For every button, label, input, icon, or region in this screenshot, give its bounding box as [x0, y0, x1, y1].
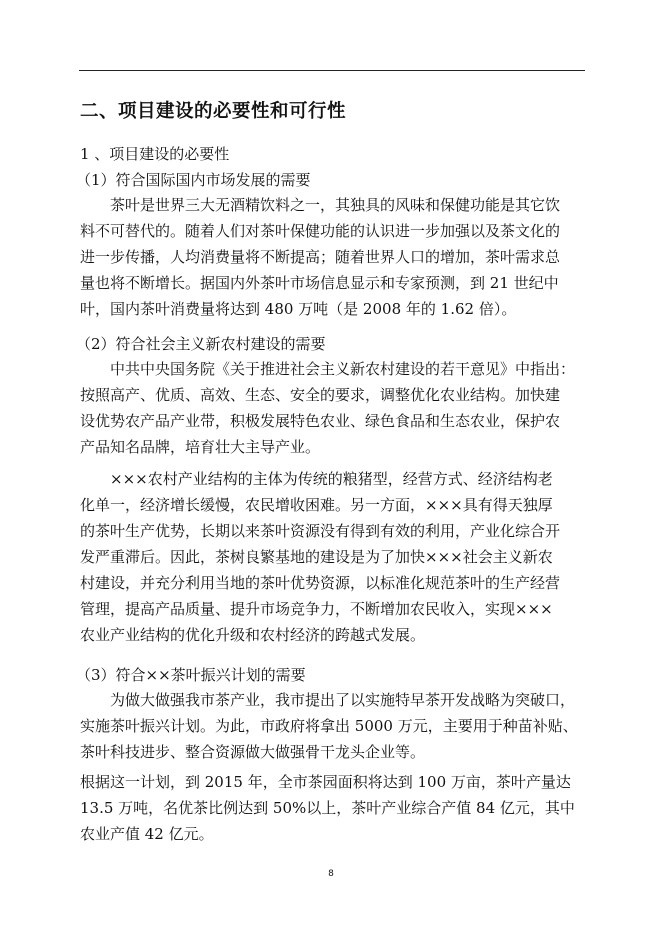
page-number: 8: [328, 869, 334, 879]
paragraph-line: 设优势农产品产业带，积极发展特色农业、绿色食品和生态农业，保护农: [80, 412, 561, 430]
paragraph-line: 中共中央国务院《关于推进社会主义新农村建设的若干意见》中指出：: [110, 360, 576, 378]
point-2-title: （2）符合社会主义新农村建设的需要: [76, 335, 326, 353]
paragraph-line: 量也将不断增长。据国内外茶叶市场信息显示和专家预测，到 21 世纪中: [80, 274, 559, 292]
paragraph-4: [80, 687, 590, 765]
paragraph-line: 村建设，并充分利用当地的茶叶优势资源，以标准化规范茶叶的生产经营: [80, 574, 561, 592]
paragraph-line: 管理，提高产品质量、提升市场竞争力，不断增加农民收入，实现×××: [80, 600, 553, 618]
paragraph-line: 农业产业结构的优化升级和农村经济的跨越式发展。: [80, 626, 426, 644]
paragraph-line: 农业产值 42 亿元。: [80, 825, 214, 843]
paragraph-line: 实施茶叶振兴计划。为此，市政府将拿出 5000 万元，主要用于种苗补贴、: [80, 717, 578, 735]
paragraph-line: 叶，国内茶叶消费量将达到 480 万吨（是 2008 年的 1.62 倍）。: [80, 300, 517, 318]
paragraph-line: 13.5 万吨，名优茶比例达到 50%以上，茶叶产业综合产值 84 亿元，其中: [80, 799, 575, 817]
point-3-title: （3）符合××茶叶振兴计划的需要: [76, 666, 306, 684]
paragraph-line: 发严重滞后。因此，茶树良繁基地的建设是为了加快×××社会主义新农: [80, 548, 553, 566]
paragraph-line: 化单一，经济增长缓慢，农民增收困难。另一方面，×××具有得天独厚: [80, 496, 553, 514]
paragraph-line: 按照高产、优质、高效、生态、安全的要求，调整优化农业结构。加快建: [80, 386, 561, 404]
paragraph-line: 的茶叶生产优势，长期以来茶叶资源没有得到有效的利用，产业化综合开: [80, 522, 561, 540]
section-heading: 二、项目建设的必要性和可行性: [80, 101, 347, 122]
point-1-title: （1）符合国际国内市场发展的需要: [76, 171, 311, 189]
paragraph-line: 产品知名品牌，培育壮大主导产业。: [80, 438, 321, 456]
paragraph-2: [80, 356, 590, 460]
paragraph-line: 进一步传播，人均消费量将不断提高；随着世界人口的增加，茶叶需求总: [80, 248, 561, 266]
paragraph-line: 料不可替代的。随着人们对茶叶保健功能的认识进一步加强以及茶文化的: [80, 222, 561, 240]
paragraph-5: [80, 769, 590, 847]
paragraph-line: 茶叶科技进步、整合资源做大做强骨干龙头企业等。: [80, 743, 426, 761]
header-rule: [79, 70, 585, 71]
paragraph-3: [80, 466, 590, 648]
paragraph-line: 茶叶是世界三大无酒精饮料之一，其独具的风味和保健功能是其它饮: [110, 196, 561, 214]
paragraph-1: [80, 192, 590, 322]
paragraph-line: 为做大做强我市茶产业，我市提出了以实施特早茶开发战略为突破口，: [110, 691, 576, 709]
paragraph-line: 根据这一计划，到 2015 年，全市茶园面积将达到 100 万亩，茶叶产量达: [80, 773, 571, 791]
paragraph-line: ×××农村产业结构的主体为传统的粮猪型，经营方式、经济结构老: [110, 470, 553, 488]
subsection-title-necessity: 1 、项目建设的必要性: [80, 145, 230, 163]
